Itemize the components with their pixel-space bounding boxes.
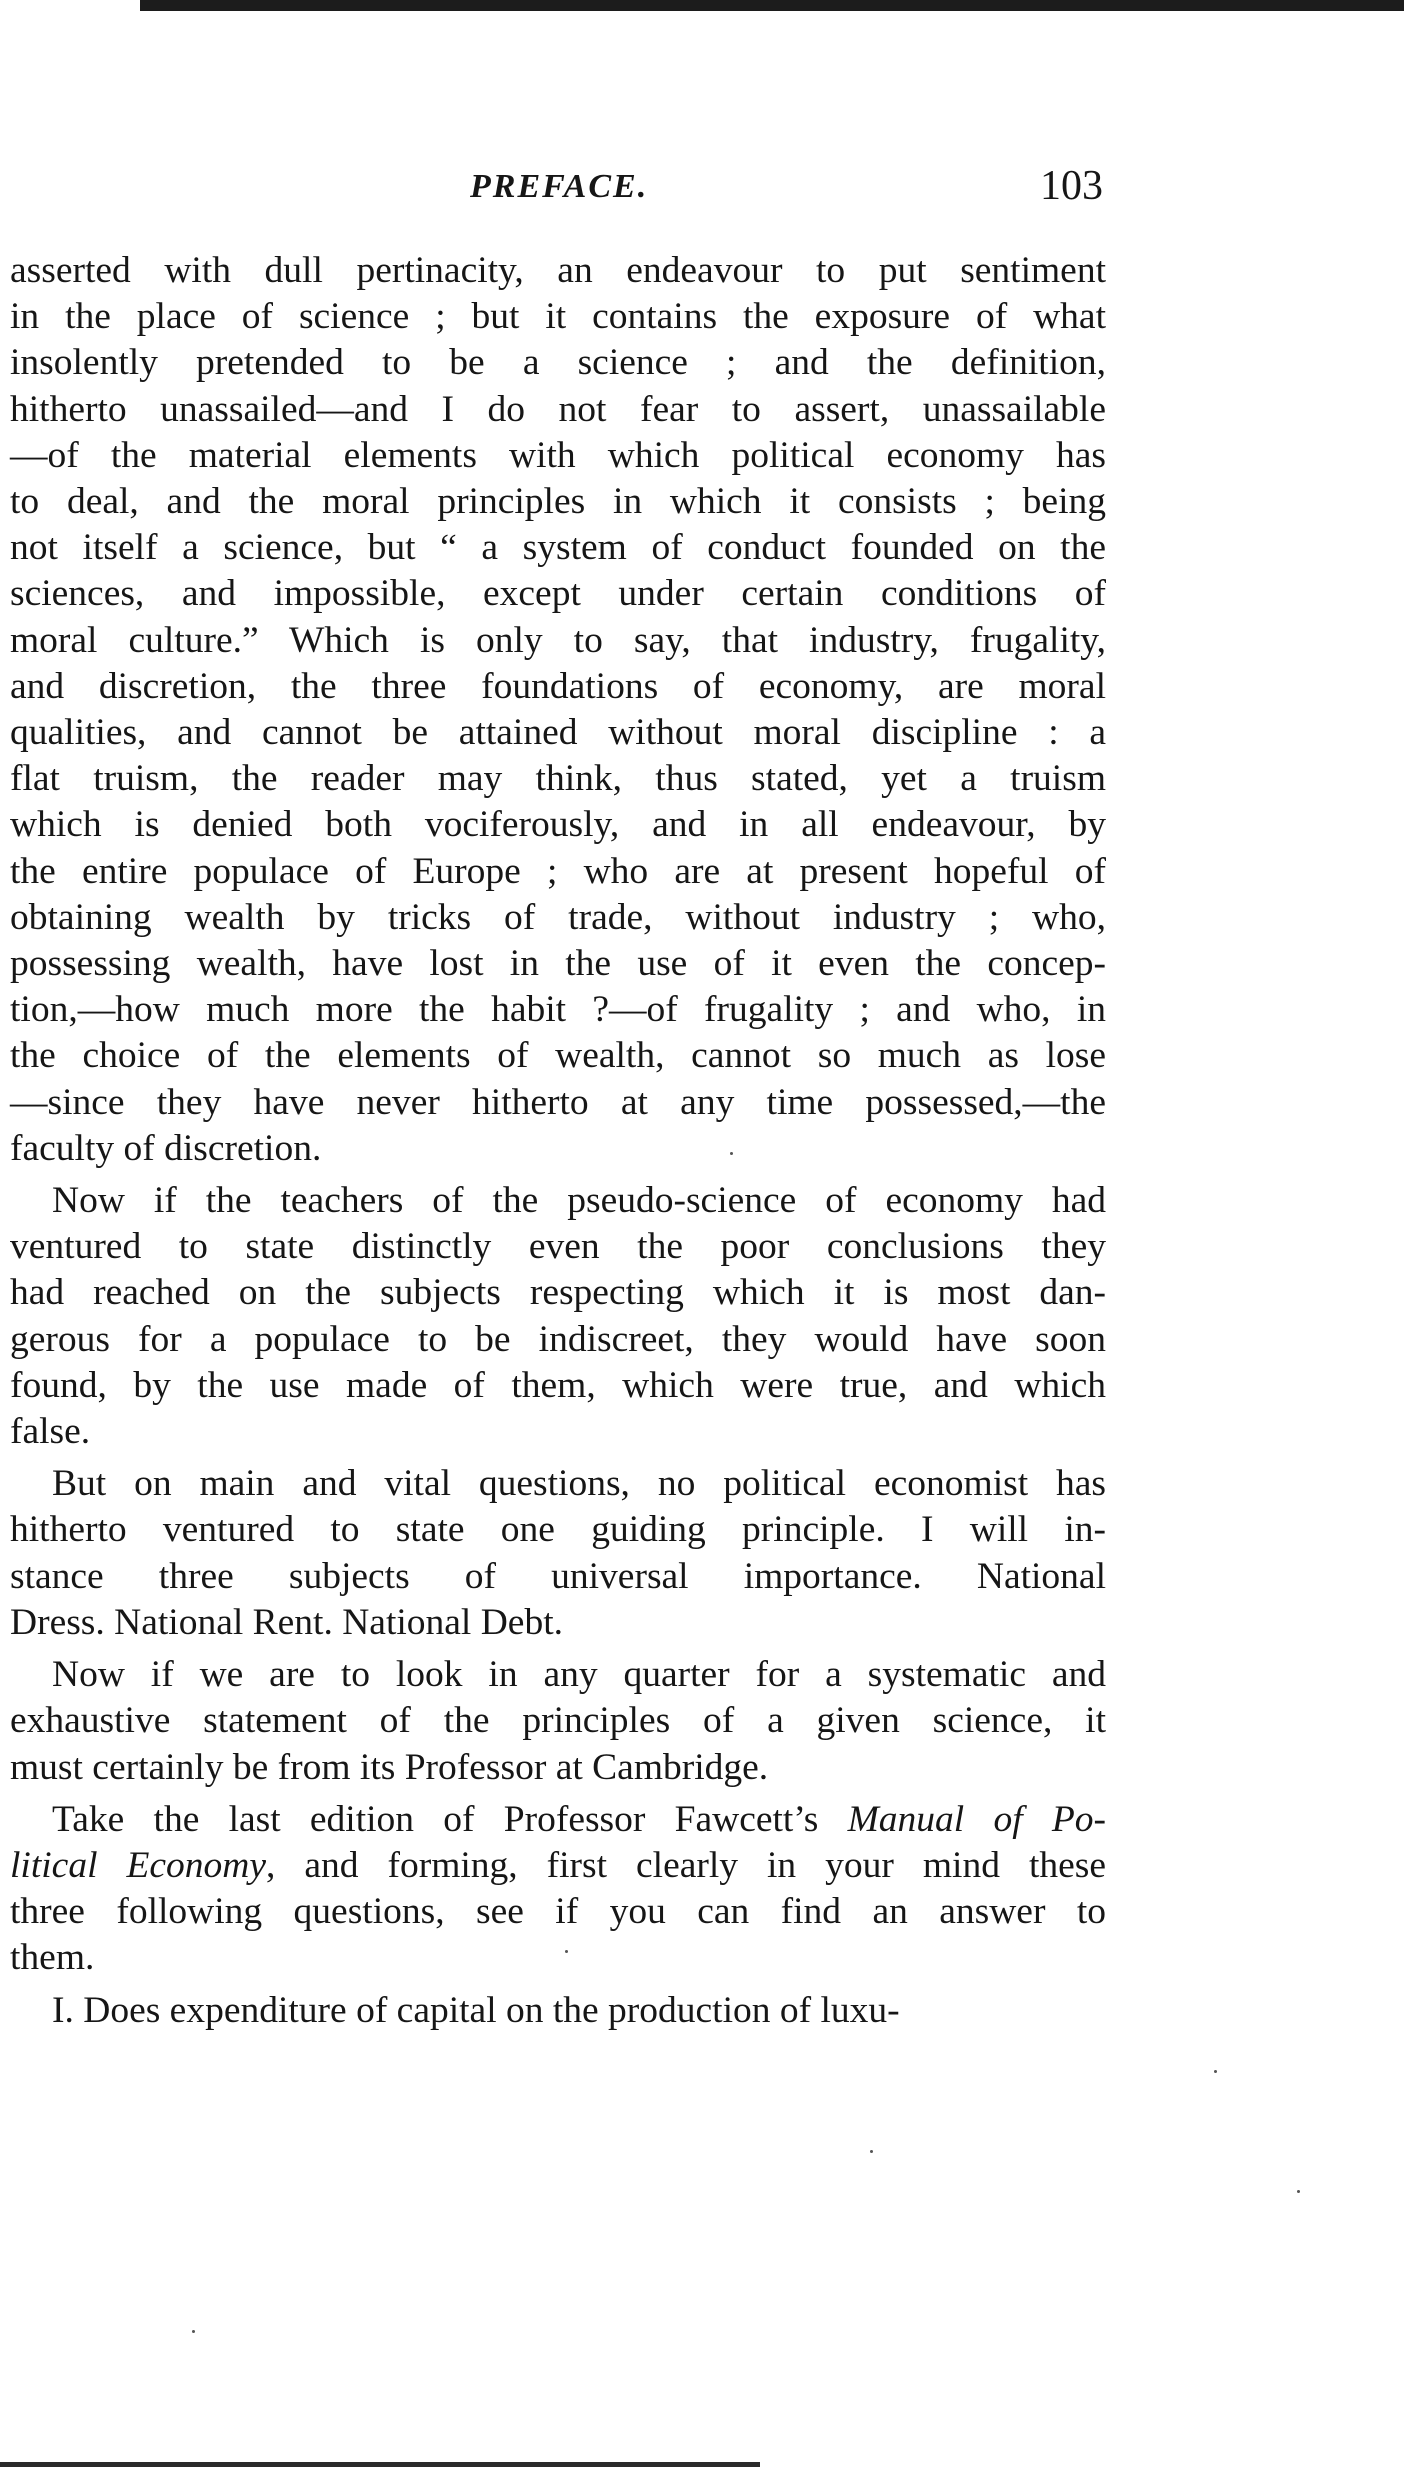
text-line: litical Economy, and forming, first clearly in your mind these	[10, 1844, 1106, 1886]
body-text	[10, 248, 1106, 2034]
text-line: exhaustive statement of the principles of a given science, it	[10, 1700, 1106, 1742]
paragraph	[10, 1652, 1106, 1791]
text-line: hitherto unassailed—and I do not fear to assert, unassailable	[10, 388, 1106, 430]
scan-speck	[870, 2150, 873, 2153]
text-line: them.	[10, 1937, 95, 1979]
paragraph	[10, 248, 1106, 1172]
paragraph	[10, 1988, 1106, 2034]
text-line: Now if the teachers of the pseudo-science of economy had	[52, 1180, 1106, 1222]
scan-speck	[565, 1950, 568, 1953]
running-head: PREFACE.	[470, 168, 649, 205]
text-line: Now if we are to look in any quarter for a systematic and	[52, 1654, 1106, 1696]
text-line: found, by the use made of them, which were true, and which	[10, 1364, 1106, 1406]
text-line: possessing wealth, have lost in the use of it even the concep-	[10, 943, 1106, 985]
text-line: Take the last edition of Professor Fawcett’s Manual of Po-	[52, 1798, 1106, 1840]
text-line: stance three subjects of universal importance. National	[10, 1555, 1106, 1597]
page-number: 103	[1040, 163, 1103, 209]
text-line: in the place of science ; but it contains the exposure of what	[10, 296, 1106, 338]
text-line: the entire populace of Europe ; who are at present hopeful of	[10, 850, 1106, 892]
scan-speck	[192, 2330, 195, 2333]
bottom-rule	[0, 2462, 760, 2467]
text-line: which is denied both vociferously, and in all endeavour, by	[10, 804, 1106, 846]
text-line: sciences, and impossible, except under certain conditions of	[10, 573, 1106, 615]
text-line: insolently pretended to be a science ; and the definition,	[10, 342, 1106, 384]
text-line: gerous for a populace to be indiscreet, they would have soon	[10, 1318, 1106, 1360]
text-line: qualities, and cannot be attained without moral discipline : a	[10, 712, 1106, 754]
text-line: —of the material elements with which political economy has	[10, 434, 1106, 476]
scan-speck	[730, 1152, 733, 1155]
text-line: false.	[10, 1411, 91, 1453]
text-line: not itself a science, but “ a system of conduct founded on the	[10, 527, 1106, 569]
text-line: moral culture.” Which is only to say, that industry, frugality,	[10, 619, 1106, 661]
text-line: the choice of the elements of wealth, cannot so much as lose	[10, 1035, 1106, 1077]
text-line: flat truism, the reader may think, thus stated, yet a truism	[10, 758, 1106, 800]
text-line: had reached on the subjects respecting which it is most dan-	[10, 1272, 1106, 1314]
paragraph	[10, 1178, 1106, 1455]
text-line: —since they have never hitherto at any time possessed,—the	[10, 1081, 1106, 1123]
text-line: tion,—how much more the habit ?—of frugality ; and who, in	[10, 989, 1106, 1031]
text-line: I. Does expenditure of capital on the production of luxu-	[52, 1989, 900, 2031]
text-line: faculty of discretion.	[10, 1127, 322, 1169]
text-line: hitherto ventured to state one guiding principle. I will in-	[10, 1509, 1106, 1551]
paragraph	[10, 1461, 1106, 1646]
text-line: three following questions, see if you can find an answer to	[10, 1891, 1106, 1933]
scan-speck	[1214, 2070, 1217, 2073]
text-line: ventured to state distinctly even the poor conclusions they	[10, 1226, 1106, 1268]
book-title: litical Economy	[10, 1844, 266, 1886]
text-line: and discretion, the three foundations of economy, are moral	[10, 665, 1106, 707]
text-line: obtaining wealth by tricks of trade, without industry ; who,	[10, 896, 1106, 938]
text-line: But on main and vital questions, no political economist has	[52, 1463, 1106, 1505]
paragraph	[10, 1797, 1106, 1982]
text-line: to deal, and the moral principles in which it consists ; being	[10, 481, 1106, 523]
top-rule	[140, 0, 1404, 11]
book-title: Manual of Po-	[847, 1798, 1106, 1840]
text-line: must certainly be from its Professor at Cambridge.	[10, 1746, 769, 1788]
page-header	[0, 163, 1404, 218]
text-line: asserted with dull pertinacity, an endeavour to put sentiment	[10, 250, 1106, 291]
scan-speck	[1297, 2190, 1300, 2193]
text-line: Dress. National Rent. National Debt.	[10, 1601, 563, 1643]
